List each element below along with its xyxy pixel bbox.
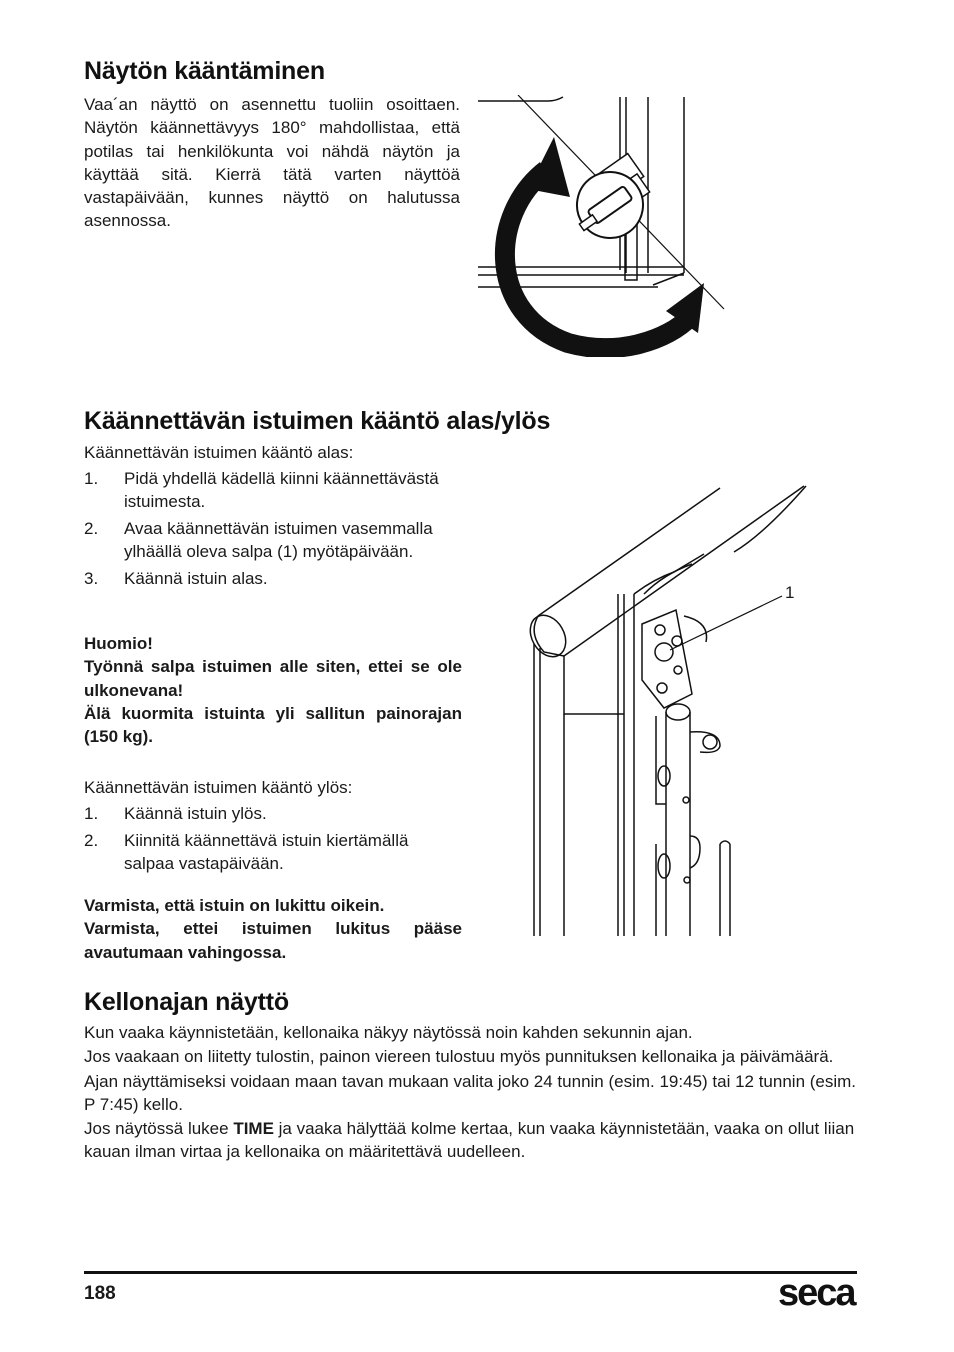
display-rotation-illustration <box>478 95 728 357</box>
section-title-clock-display: Kellonajan näyttö <box>84 988 289 1016</box>
warning-text-locked: Varmista, että istuin on lukittu oikein. <box>84 896 385 915</box>
page-number: 188 <box>84 1283 116 1304</box>
callout-label-latch: 1 <box>785 583 795 602</box>
section-body-clock-display <box>84 1021 857 1164</box>
section-title-display-rotation: Näytön kääntäminen <box>84 57 325 85</box>
display-unit-icon <box>562 153 665 253</box>
notice-text-weight-limit: Älä kuormita istuinta yli sallitun painorajan (150 kg). <box>84 703 462 747</box>
counterclockwise-arrow-icon <box>505 137 704 348</box>
seat-fold-up-steps <box>84 802 454 879</box>
warning-text-accidental-open: Varmista, ettei istuimen lukitus pääse avautumaan vahingossa. <box>84 919 462 962</box>
notice-block <box>84 632 462 748</box>
list-item: 2. Avaa käännettävän istuimen vasemmalla ylhäällä oleva salpa (1) myötäpäivään. <box>84 519 433 561</box>
footer-rule <box>84 1271 857 1274</box>
list-item: 1. Käännä istuin ylös. <box>84 804 267 823</box>
notice-text-latch: Työnnä salpa istuimen alle siten, ettei se ole ulkonevana! <box>84 657 462 700</box>
seat-latch-illustration <box>524 484 834 940</box>
paragraph: Jos näytössä lukee TIME ja vaaka hälyttää kolme kertaa, kun vaaka käynnistetään, vaaka on ollut liian kauan ilman virtaa ja kellonaika on määritettävä uudelleen. <box>84 1119 855 1162</box>
warning-block <box>84 894 462 964</box>
notice-title: Huomio! <box>84 634 153 653</box>
seat-fold-up-intro: Käännettävän istuimen kääntö ylös: <box>84 778 353 797</box>
paragraph: Jos vaakaan on liitetty tulostin, painon viereen tulostuu myös punnituksen kellonaika ja päivämäärä. <box>84 1047 834 1067</box>
paragraph: Ajan näyttämiseksi voidaan maan tavan mukaan valita joko 24 tunnin (esim. 19:45) tai 12 tunnin (esim. P 7:45) kello. <box>84 1071 857 1114</box>
section-title-seat-folding: Käännettävän istuimen kääntö alas/ylös <box>84 407 551 435</box>
paragraph: Kun vaaka käynnistetään, kellonaika näkyy näytössä noin kahden sekunnin ajan. <box>84 1023 693 1042</box>
list-item: 3. Käännä istuin alas. <box>84 569 268 588</box>
list-item: 2. Kiinnitä käännettävä istuin kiertämällä salpaa vastapäivään. <box>84 831 409 873</box>
seat-fold-down-steps <box>84 467 454 594</box>
list-item: 1. Pidä yhdellä kädellä kiinni käännettävästä istuimesta. <box>84 469 439 511</box>
seca-logo: seca <box>778 1272 855 1314</box>
seat-fold-down-intro: Käännettävän istuimen kääntö alas: <box>84 443 354 462</box>
section-body-display-rotation: Vaa´an näyttö on asennettu tuoliin osoittaen. Näytön käännettävyys 180° mahdollistaa, että potilas tai henkilökunta voi nähdä näytön ja käyttää sitä. Kierrä tätä varten näyttöä vastapäivään, kunnes näyttö on halutussa asennossa. <box>84 95 460 231</box>
